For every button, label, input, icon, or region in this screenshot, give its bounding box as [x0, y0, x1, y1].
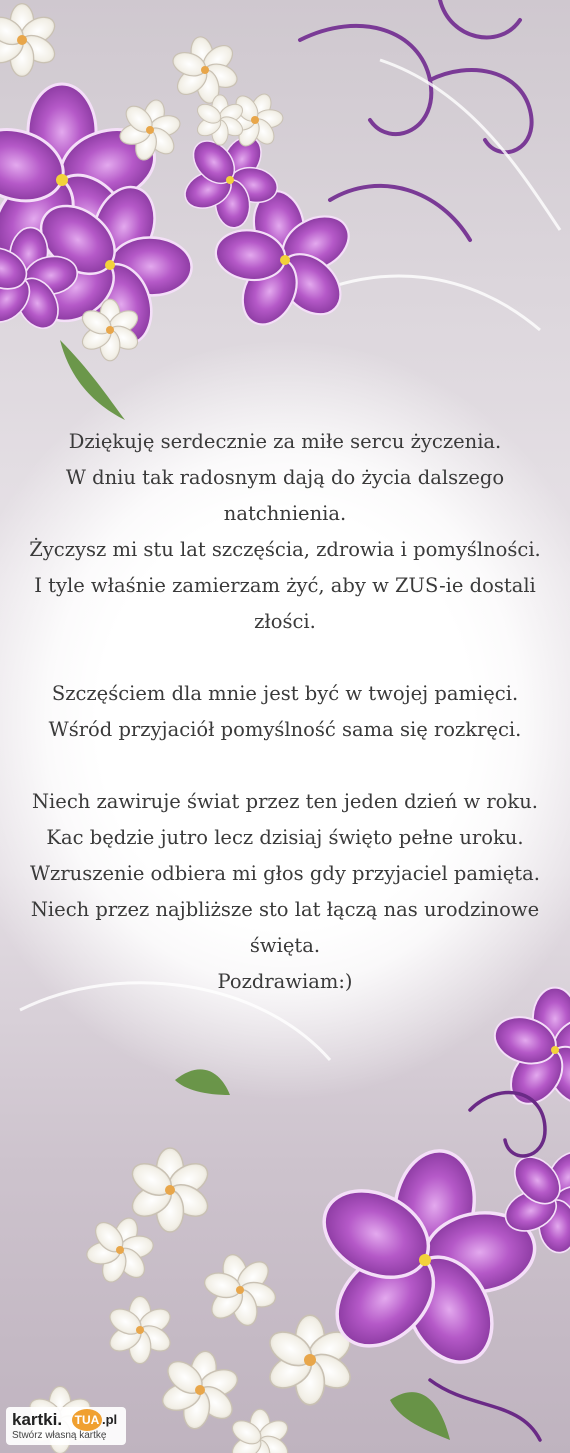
logo-badge: TUA [72, 1409, 102, 1431]
message-line: złości. [254, 610, 316, 633]
message-line: święta. [249, 934, 321, 957]
message-line: Niech zawiruje świat przez ten jeden dzień w roku. [31, 790, 538, 813]
site-logo[interactable] [6, 1407, 126, 1445]
message-line: Dziękuję serdecznie za miłe sercu życzenia. [68, 430, 502, 453]
message-line: W dniu tak radosnym dają do życia dalszego [65, 466, 505, 489]
logo-suffix: .pl [102, 1412, 118, 1427]
logo-name: kartki. [12, 1410, 63, 1429]
message-line: Szczęściem dla mnie jest być w twojej pamięci. [51, 682, 519, 705]
greeting-message [22, 424, 548, 1000]
message-line: Niech przez najbliższe sto lat łączą nas urodzinowe [30, 898, 540, 921]
message-line: Kac będzie jutro lecz dzisiaj święto pełne uroku. [46, 826, 524, 849]
logo-tagline: Stwórz własną kartkę [12, 1430, 107, 1441]
message-line: I tyle właśnie zamierzam żyć, aby w ZUS-ie dostali [34, 574, 536, 597]
swirl-ornament-icon [300, 0, 532, 240]
message-line: Wzruszenie odbiera mi głos gdy przyjaciel pamięta. [30, 862, 540, 885]
message-line: Życzysz mi stu lat szczęścia, zdrowia i pomyślności. [29, 538, 541, 561]
message-line: natchnienia. [223, 502, 347, 525]
violet-flower-icon [0, 84, 370, 373]
message-line: Wśród przyjaciół pomyślność sama się rozkręci. [48, 718, 522, 741]
stanza-gap [22, 640, 548, 676]
stanza-gap [22, 748, 548, 784]
closing-line: Pozdrawiam:) [217, 970, 353, 993]
